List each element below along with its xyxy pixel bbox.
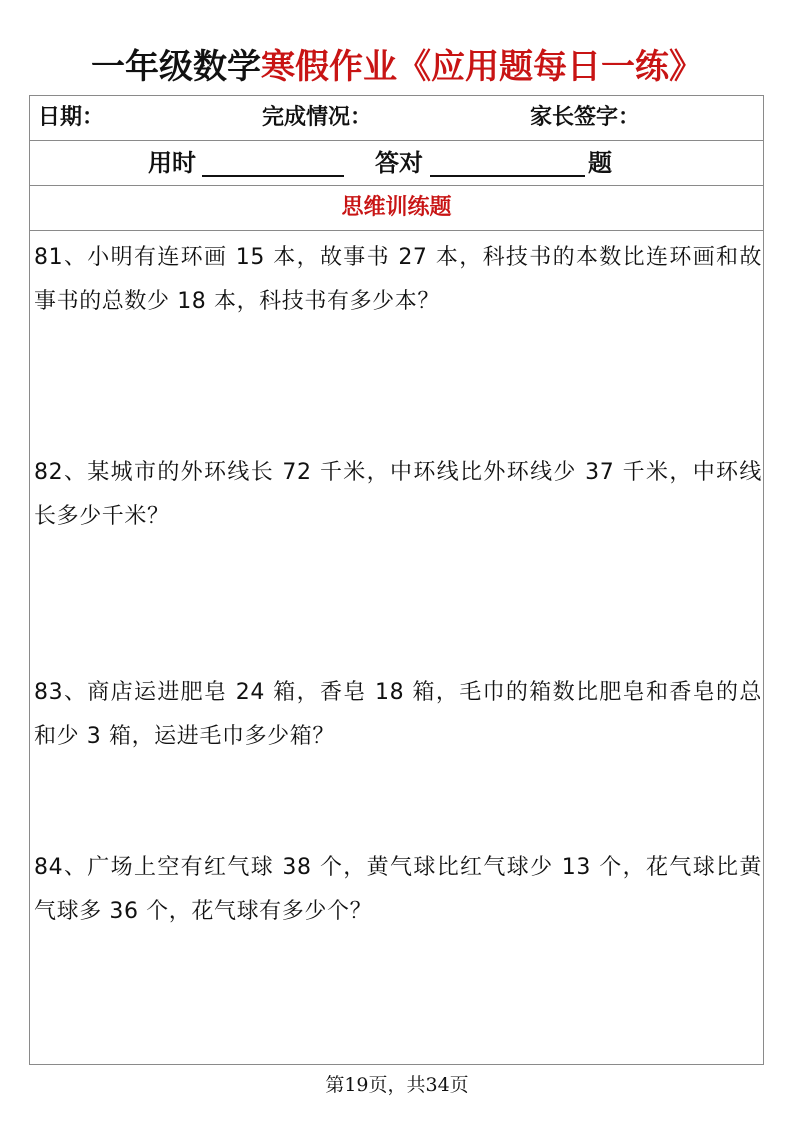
title-red-part: 寒假作业《应用题每日一练》 — [261, 47, 703, 87]
time-label: 用时 — [148, 149, 196, 177]
status-label: 完成情况： — [262, 105, 373, 130]
correct-blank[interactable] — [430, 153, 585, 177]
page-number: 第19页，共34页 — [325, 1074, 469, 1096]
section-title: 思维训练题 — [341, 195, 452, 220]
parent-sign-label: 家长签字： — [530, 105, 641, 130]
correct-label: 答对 — [375, 149, 423, 177]
unit-label: 题 — [588, 149, 612, 177]
time-blank[interactable] — [202, 153, 344, 177]
question-83: 83、商店运进肥皂 24 箱，香皂 18 箱，毛巾的箱数比肥皂和香皂的总和少 3 箱，运进毛巾多少箱？ — [34, 680, 762, 749]
section-row — [30, 186, 763, 231]
date-label: 日期： — [38, 105, 105, 130]
time-row — [30, 141, 763, 186]
info-row — [30, 96, 763, 141]
page-title — [0, 44, 794, 90]
question-82: 82、某城市的外环线长 72 千米，中环线比外环线少 37 千米，中环线长多少千米？ — [34, 460, 762, 529]
question-84: 84、广场上空有红气球 38 个，黄气球比红气球少 13 个，花气球比黄气球多 36 个，花气球有多少个？ — [34, 855, 762, 924]
question-81: 81、小明有连环画 15 本，故事书 27 本，科技书的本数比连环画和故事书的总数少 18 本，科技书有多少本？ — [34, 245, 762, 314]
title-black-part: 一年级数学 — [91, 47, 261, 87]
worksheet-frame — [29, 95, 764, 1065]
